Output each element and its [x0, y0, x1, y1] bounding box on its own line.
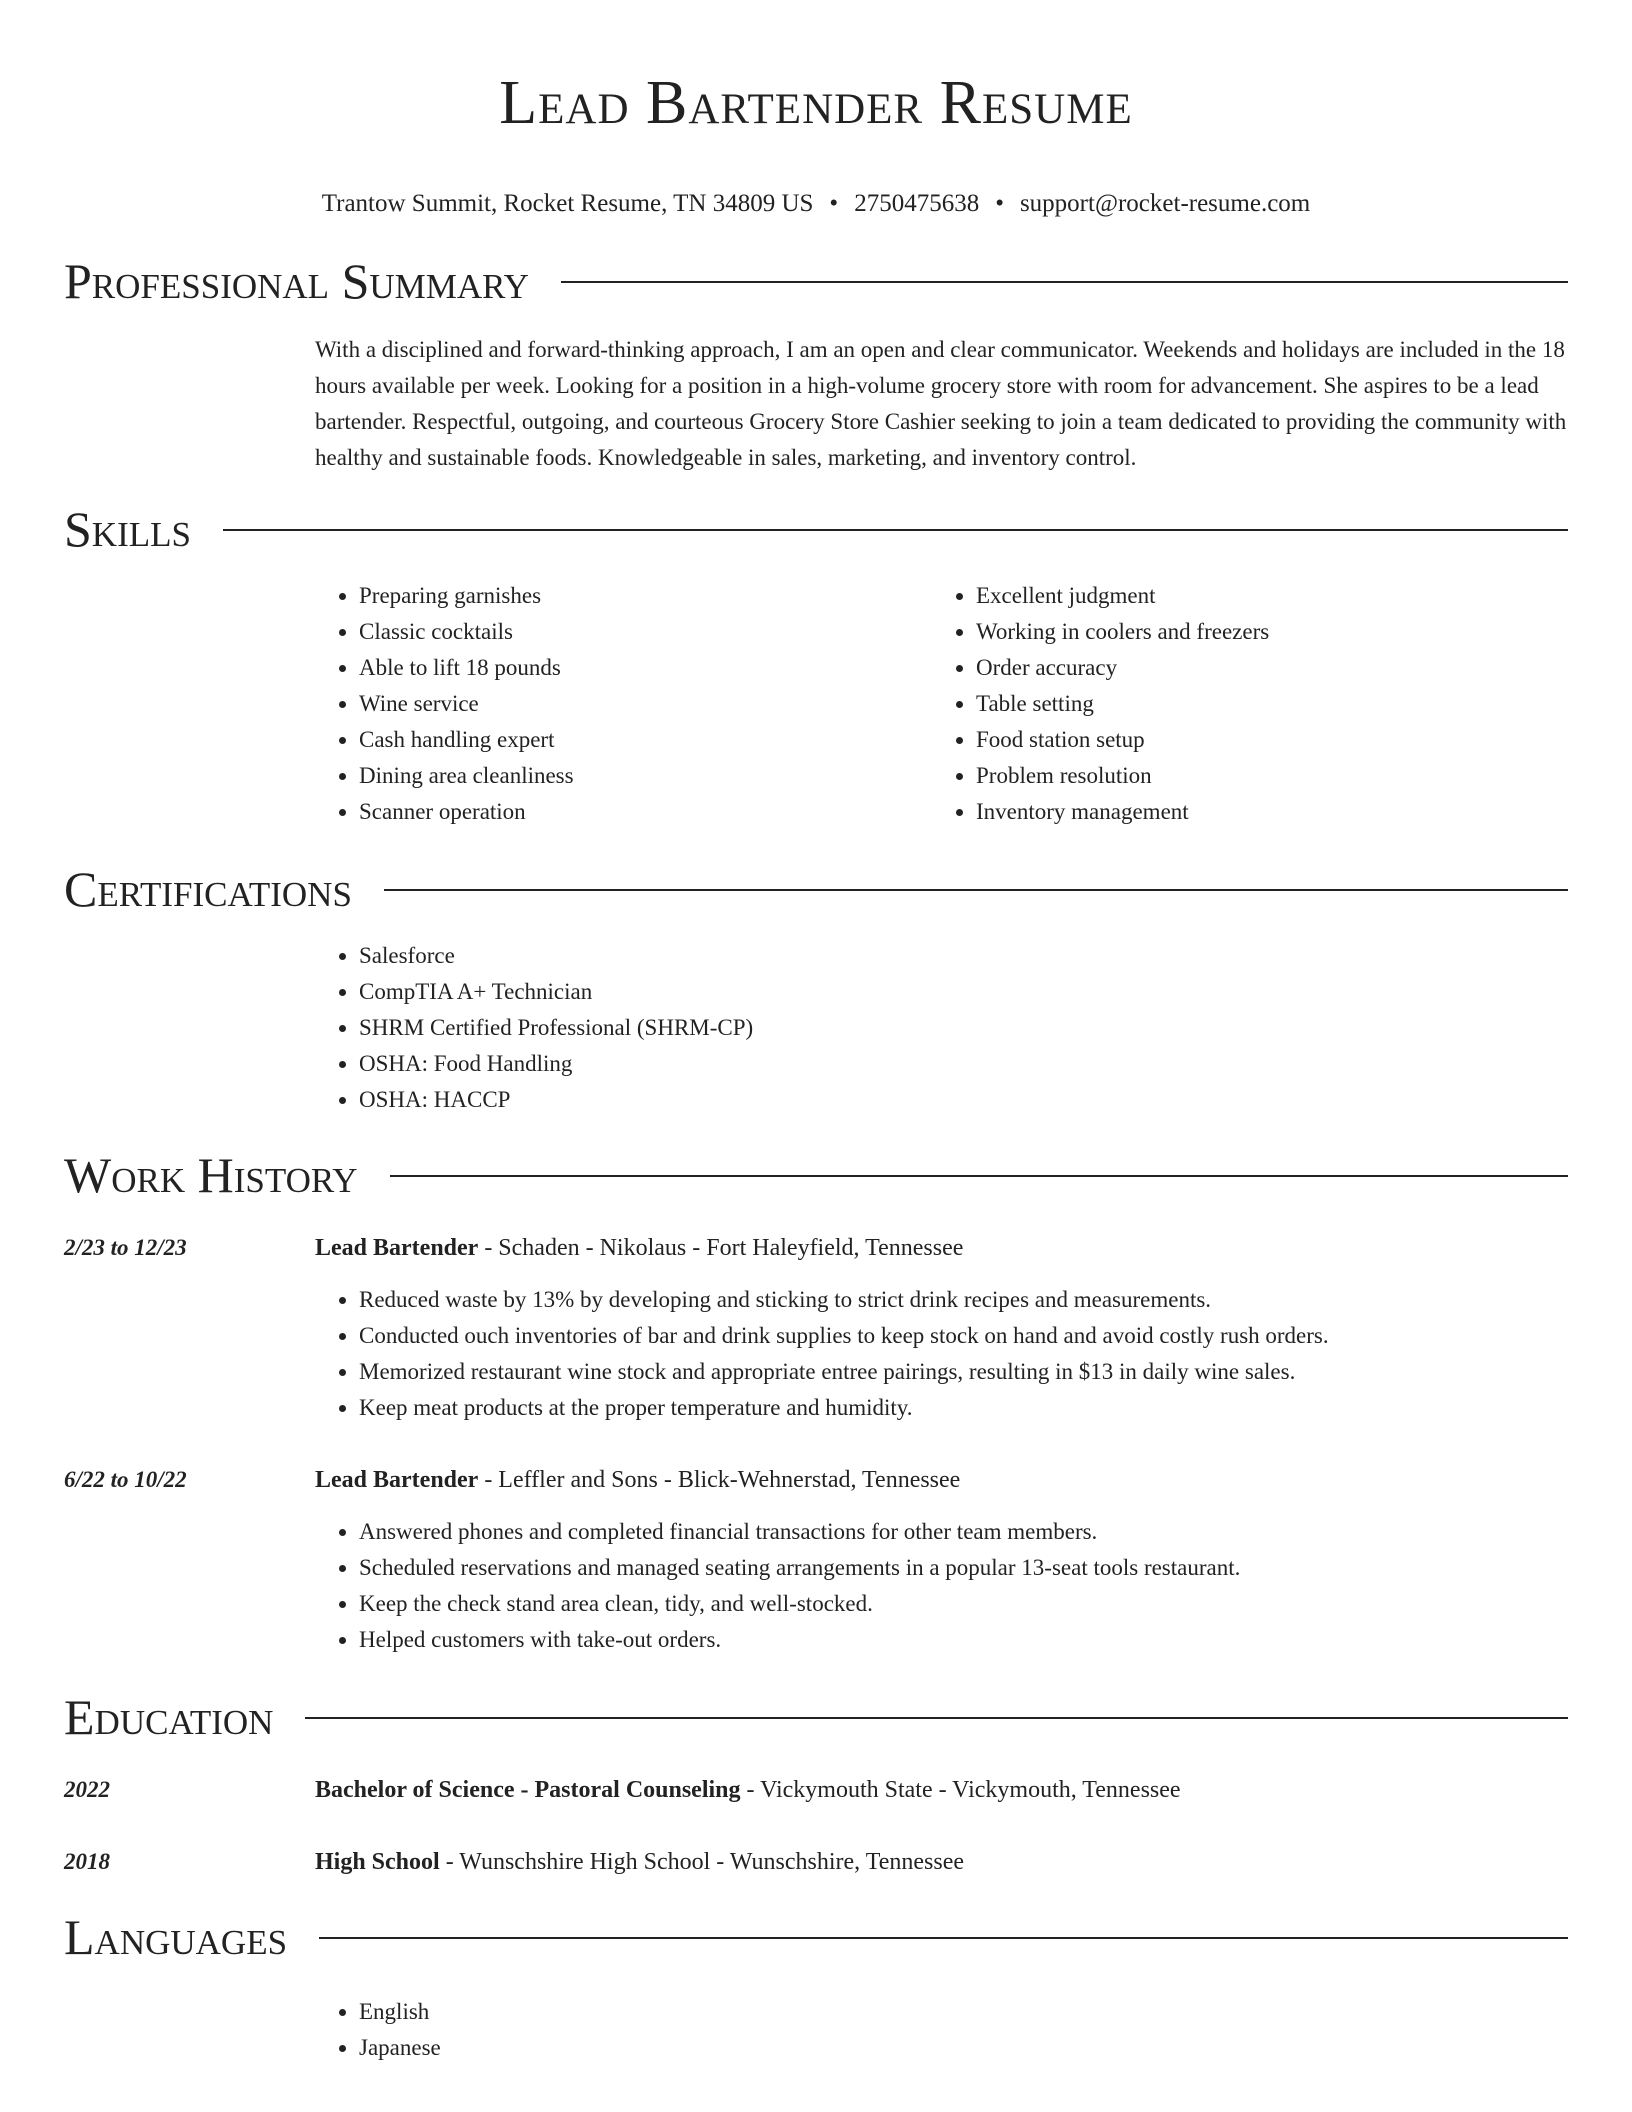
duty-item: • Helped customers with take-out orders.	[359, 1622, 1568, 1658]
certifications-list	[315, 938, 1568, 1118]
job-duties	[315, 1282, 1568, 1426]
contact-line	[64, 188, 1568, 220]
school: - Vickymouth State - Vickymouth, Tennessee	[740, 1777, 1181, 1803]
degree: Bachelor of Science - Pastoral Counseling	[315, 1777, 741, 1803]
section-divider	[305, 1717, 1568, 1719]
certification-item: • OSHA: Food Handling	[359, 1046, 1568, 1082]
languages-heading: Languages	[64, 1909, 288, 1965]
summary-text: With a disciplined and forward-thinking approach, I am an open and clear communicator. Weekends and holidays are included in the 18 hours available per week. Looking for a position in a high-volume grocery store with room for advancement. She aspires to be a lead bartender. Respectful, outgoing, and courteous Grocery Store Cashier seeking to join a team dedicated to providing the community with healthy and sustainable foods. Knowledgeable in sales, marketing, and inventory control.	[315, 337, 1567, 470]
section-divider	[561, 281, 1568, 283]
section-divider	[223, 529, 1568, 531]
certifications-section-header	[64, 854, 1568, 924]
education-entry	[64, 1772, 1568, 1808]
job-title-line	[315, 1462, 960, 1498]
resume-title: Lead Bartender Resume	[499, 69, 1133, 137]
skill-item: • Working in coolers and freezers	[976, 614, 1549, 650]
skill-item: • Cash handling expert	[359, 722, 932, 758]
language-item: • English	[359, 1994, 1568, 2030]
degree: High School	[315, 1849, 440, 1875]
skill-item: • Wine service	[359, 686, 932, 722]
education-entry	[64, 1844, 1568, 1880]
job-employer: - Schaden - Nikolaus - Fort Haleyfield, Tennessee	[478, 1235, 964, 1261]
section-divider	[384, 889, 1568, 891]
certification-item: • SHRM Certified Professional (SHRM-CP)	[359, 1010, 1568, 1046]
duty-item: • Keep the check stand area clean, tidy, and well-stocked.	[359, 1586, 1568, 1622]
education-line	[315, 1844, 964, 1880]
language-item: • Japanese	[359, 2030, 1568, 2066]
job-role: Lead Bartender	[315, 1235, 479, 1261]
skills-column-left	[315, 578, 932, 830]
phone: 2750475638	[854, 190, 980, 217]
separator-dot: •	[829, 190, 839, 217]
skill-item: • Dining area cleanliness	[359, 758, 932, 794]
certification-item: • Salesforce	[359, 938, 1568, 974]
summary-section-header	[64, 246, 1568, 316]
skill-item: • Order accuracy	[976, 650, 1549, 686]
duty-item: • Keep meat products at the proper temperature and humidity.	[359, 1390, 1568, 1426]
skill-item: • Table setting	[976, 686, 1549, 722]
resume-page	[64, 0, 1568, 2066]
skill-item: • Inventory management	[976, 794, 1549, 830]
skills-list	[315, 578, 1568, 830]
work-history-heading: Work History	[64, 1147, 358, 1203]
duty-item: • Conducted ouch inventories of bar and drink supplies to keep stock on hand and avoid costly rush orders.	[359, 1318, 1568, 1354]
duty-item: • Memorized restaurant wine stock and appropriate entree pairings, resulting in $13 in daily wine sales.	[359, 1354, 1568, 1390]
education-section-header	[64, 1682, 1568, 1752]
job-title-line	[315, 1230, 963, 1266]
duty-item: • Scheduled reservations and managed seating arrangements in a popular 13-seat tools restaurant.	[359, 1550, 1568, 1586]
job-dates: 6/22 to 10/22	[64, 1467, 187, 1492]
job-entry	[64, 1230, 1568, 1426]
skill-item: • Problem resolution	[976, 758, 1549, 794]
duty-item: • Answered phones and completed financial transactions for other team members.	[359, 1514, 1568, 1550]
job-duties	[315, 1514, 1568, 1658]
work-history-section-header	[64, 1140, 1568, 1210]
job-role: Lead Bartender	[315, 1467, 479, 1493]
skill-item: • Able to lift 18 pounds	[359, 650, 932, 686]
education-year: 2022	[64, 1777, 110, 1802]
separator-dot: •	[995, 190, 1004, 217]
skill-item: • Excellent judgment	[976, 578, 1549, 614]
education-line	[315, 1772, 1181, 1808]
skill-item: • Scanner operation	[359, 794, 932, 830]
address: Trantow Summit, Rocket Resume, TN 34809 US	[321, 190, 814, 217]
section-divider	[319, 1937, 1568, 1939]
job-employer: - Leffler and Sons - Blick-Wehnerstad, Tennessee	[478, 1467, 961, 1493]
summary-heading: Professional Summary	[64, 253, 529, 309]
languages-list	[315, 1994, 1568, 2066]
skill-item: • Preparing garnishes	[359, 578, 932, 614]
skills-heading: Skills	[64, 501, 191, 557]
job-entry	[64, 1462, 1568, 1658]
skill-item: • Food station setup	[976, 722, 1549, 758]
email: support@rocket-resume.com	[1019, 190, 1311, 217]
skill-item: • Classic cocktails	[359, 614, 932, 650]
job-dates: 2/23 to 12/23	[64, 1235, 187, 1260]
school: - Wunschshire High School - Wunschshire, Tennessee	[439, 1849, 964, 1875]
certification-item: • OSHA: HACCP	[359, 1082, 1568, 1118]
certification-item: • CompTIA A+ Technician	[359, 974, 1568, 1010]
section-divider	[390, 1175, 1568, 1177]
duty-item: • Reduced waste by 13% by developing and sticking to strict drink recipes and measurements.	[359, 1282, 1568, 1318]
education-heading: Education	[64, 1689, 274, 1745]
education-year: 2018	[64, 1849, 110, 1874]
skills-column-right	[932, 578, 1549, 830]
certifications-heading: Certifications	[64, 861, 352, 917]
languages-section-header	[64, 1902, 1568, 1972]
skills-section-header	[64, 494, 1568, 564]
